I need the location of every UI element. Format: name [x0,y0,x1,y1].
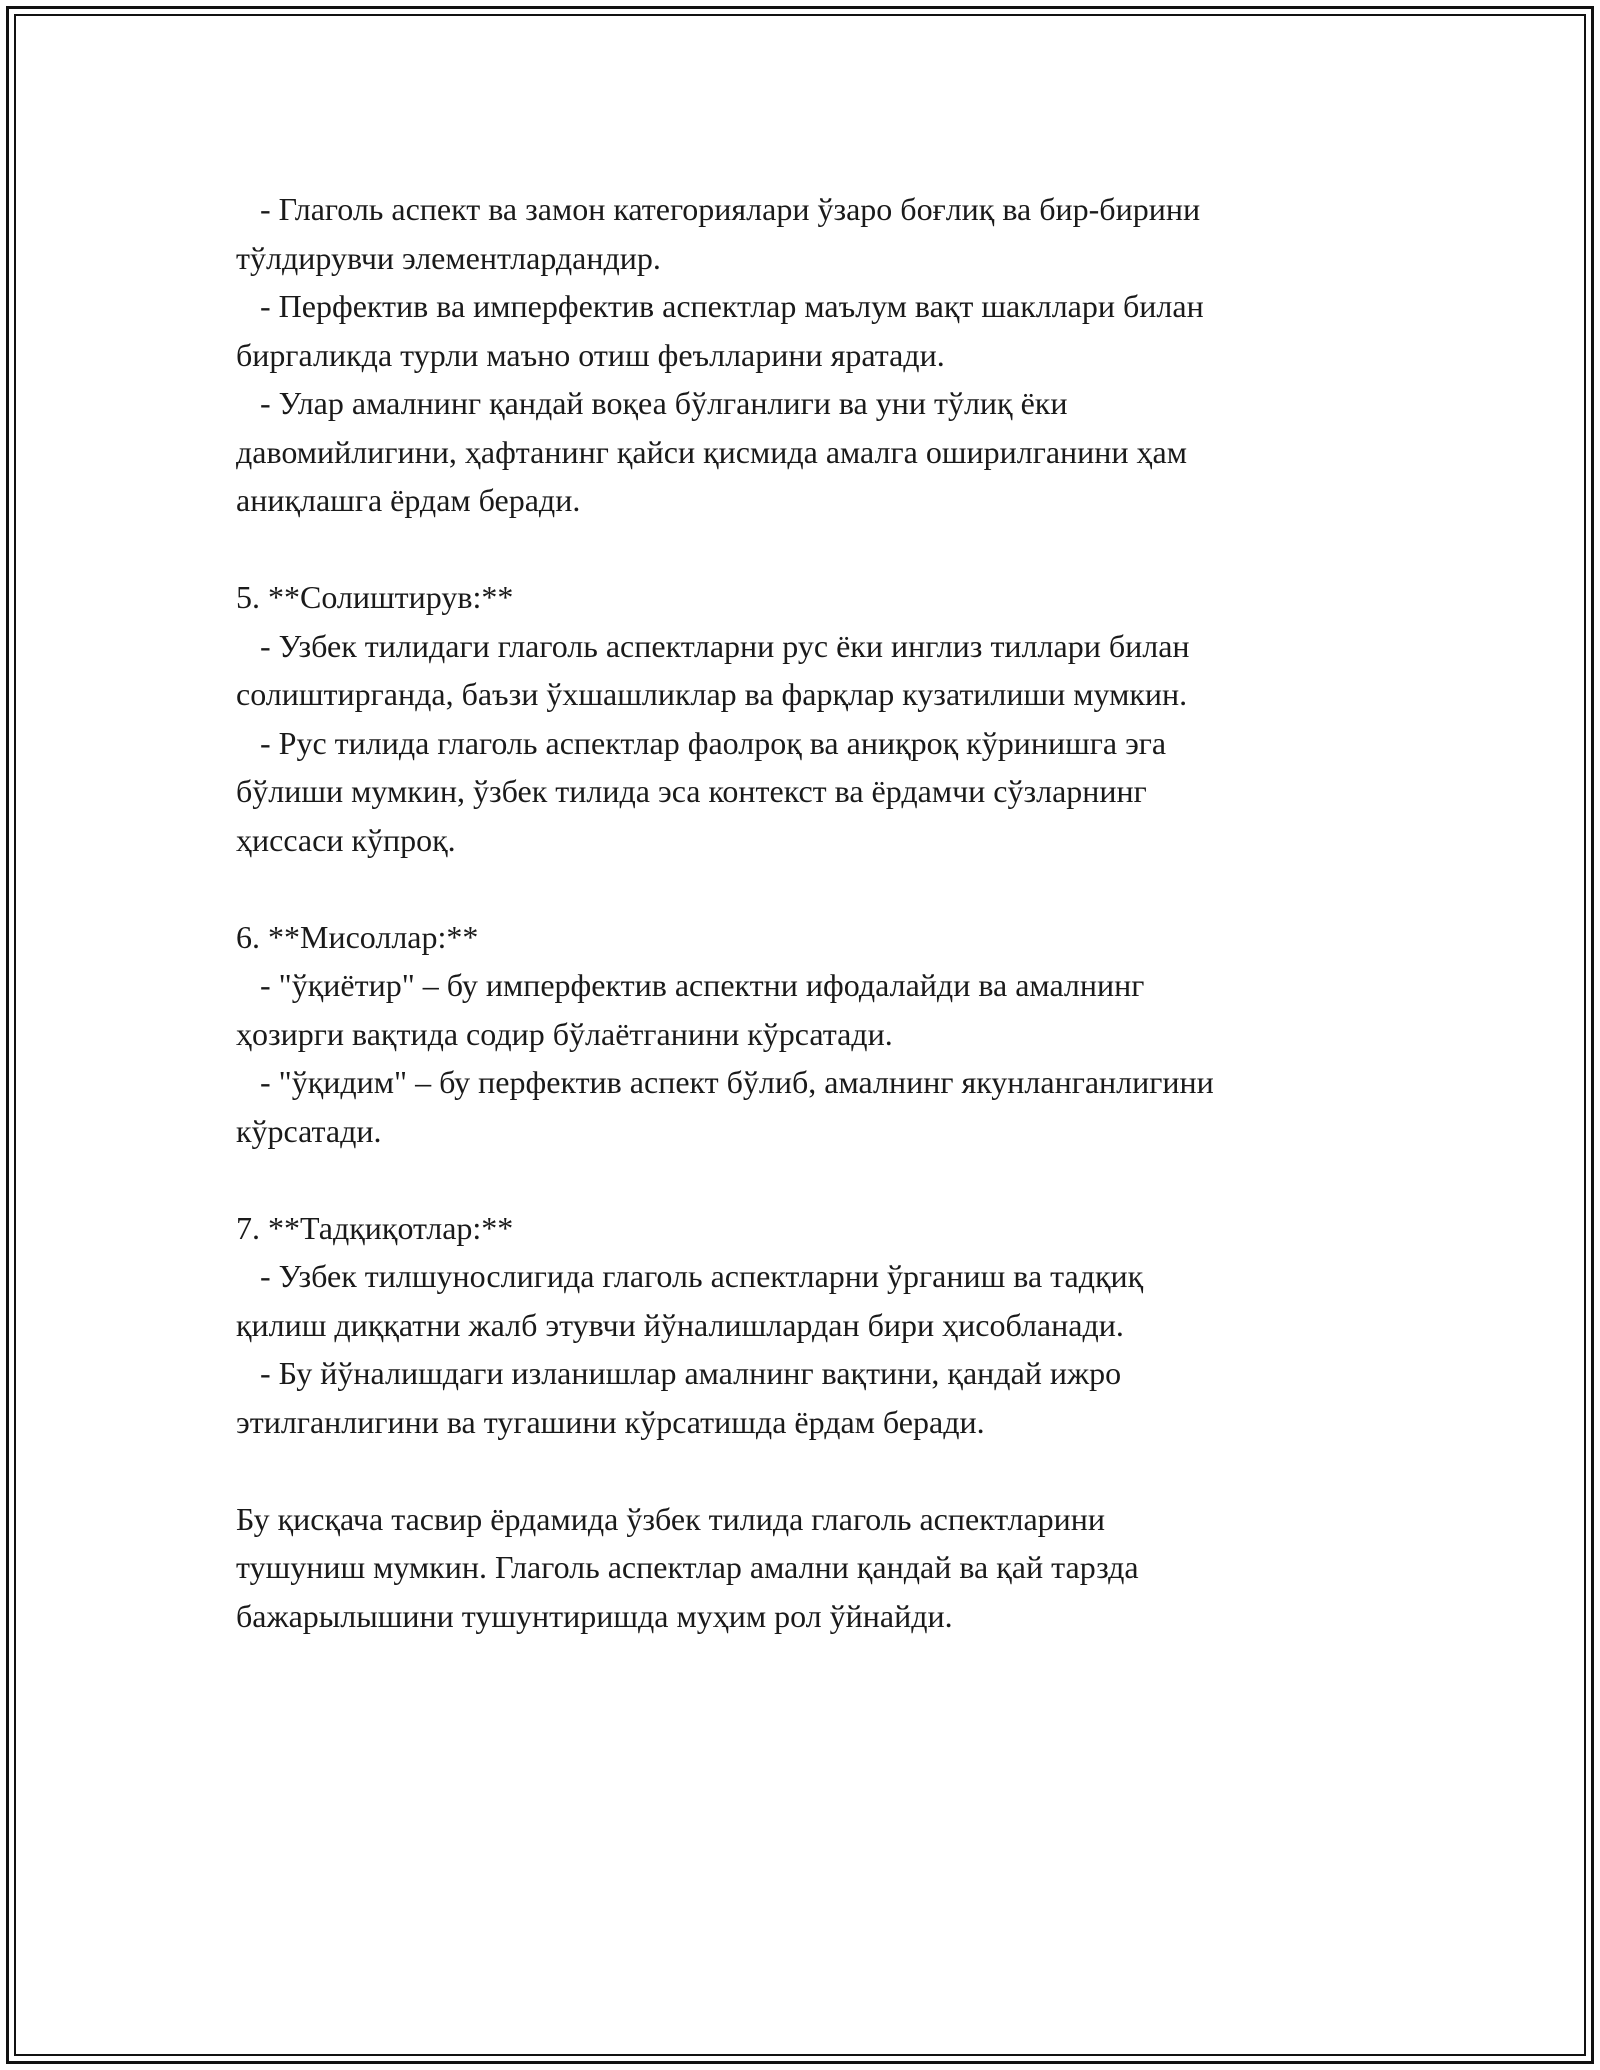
text-line: биргаликда турли маъно отиш феълларини яратади. [236,336,945,373]
blank-line [236,864,1376,913]
conclusion-line: бажарылышини тушунтиришда муҳим рол ўйнайди. [236,1597,953,1634]
text-line: - "ўқидим" – бу перфектив аспект бўлиб, амалнинг якунланганлигини [236,1064,1214,1100]
text-line: аниқлашга ёрдам беради. [236,482,581,518]
text-line: - Перфектив ва имперфектив аспектлар маълум вақт шакллари билан [236,288,1204,324]
conclusion-line: Бу қисқача тасвир ёрдамида ўзбек тилида глаголь аспектларини [236,1500,1106,1537]
text-line: - Бу йўналишдаги изланишлар амалнинг вақтини, қандай ижро [236,1355,1122,1391]
text-line: бўлиши мумкин, ўзбек тилида эса контекст ва ёрдамчи сўзларнинг [236,773,1147,809]
text-line: кўрсатади. [236,1112,382,1149]
text-line: солиштирганда, баъзи ўхшашликлар ва фарқлар кузатилиши мумкин. [236,676,1188,712]
text-line: - Узбек тилшунослигида глаголь аспектларни ўрганиш ва тадқиқ [236,1258,1144,1294]
text-line: ҳиссаси кўпроқ. [236,821,456,858]
section-heading: 5. **Солиштирув:** [236,579,514,615]
document-body [236,185,1376,1640]
text-line: - Глаголь аспект ва замон категориялари ўзаро боғлиқ ва бир-бирини [236,191,1201,227]
text-line: ҳозирги вақтида содир бўлаётганини кўрсатади. [236,1015,893,1052]
blank-line [236,1446,1376,1495]
text-line: этилганлигини ва тугашини кўрсатишда ёрдам беради. [236,1403,985,1440]
blank-line [236,1155,1376,1204]
text-line: - Рус тилида глаголь аспектлар фаолроқ ва аниқроқ кўринишга эга [236,724,1167,761]
blank-line [236,525,1376,574]
text-line: тўлдирувчи элементлардандир. [236,239,661,276]
conclusion-line: тушуниш мумкин. Глаголь аспектлар амални қандай ва қай тарзда [236,1549,1139,1585]
text-line: давомийлигини, ҳафтанинг қайси қисмида амалга оширилганини ҳам [236,433,1187,470]
text-line: - Узбек тилидаги глаголь аспектларни рус ёки инглиз тиллари билан [236,627,1190,664]
text-line: қилиш диққатни жалб этувчи йўналишлардан бири ҳисобланади. [236,1306,1124,1343]
section-heading: 6. **Мисоллар:** [236,918,479,955]
text-line: - Улар амалнинг қандай воқеа бўлганлиги ва уни тўлиқ ёки [236,385,1068,421]
section-heading: 7. **Тадқиқотлар:** [236,1209,514,1246]
text-line: - "ўқиётир" – бу имперфектив аспектни ифодалайди ва амалнинг [236,967,1145,1003]
